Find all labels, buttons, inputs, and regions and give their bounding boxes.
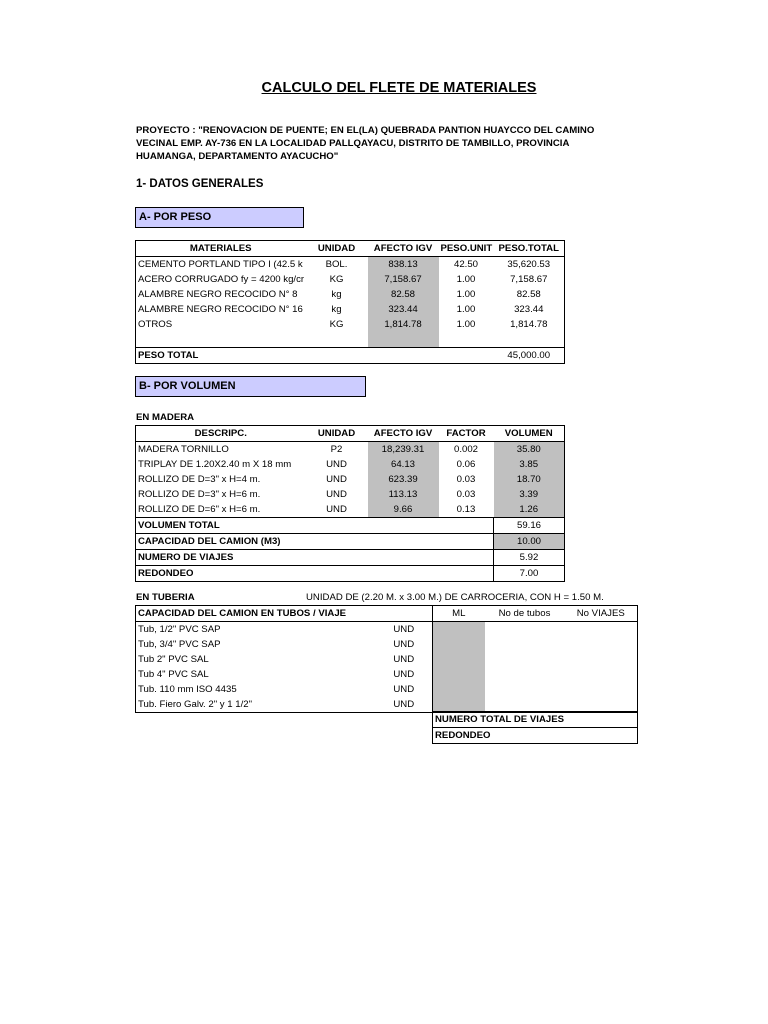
table-row bbox=[136, 667, 638, 682]
table-row bbox=[136, 637, 638, 652]
cell: 0.03 bbox=[456, 489, 476, 500]
cell: UND bbox=[393, 624, 415, 635]
table-row bbox=[136, 682, 638, 697]
col-header: VOLUMEN bbox=[494, 426, 565, 442]
cell: kg bbox=[331, 304, 342, 315]
total-value: 45,000.00 bbox=[507, 350, 551, 361]
col-header: AFECTO IGV bbox=[368, 426, 439, 442]
cell: 82.58 bbox=[368, 287, 439, 302]
cell: ALAMBRE NEGRO RECOCIDO N° 16 bbox=[138, 304, 303, 315]
cell: 82.58 bbox=[516, 289, 541, 300]
cell: 0.13 bbox=[439, 502, 494, 518]
cell: Tub, 1/2" PVC SAP bbox=[138, 624, 221, 635]
cell: BOL. bbox=[325, 259, 348, 270]
cell: 42.50 bbox=[453, 259, 478, 270]
cell: 1.00 bbox=[456, 289, 476, 300]
table-row bbox=[136, 442, 565, 458]
col-header: MATERIALES bbox=[136, 241, 306, 257]
peso-table bbox=[135, 240, 565, 364]
summary-row bbox=[136, 518, 565, 534]
table-row bbox=[136, 317, 565, 332]
col-header: DESCRIPC. bbox=[136, 426, 306, 442]
total-label: PESO TOTAL bbox=[138, 350, 199, 361]
table-row-spacer bbox=[136, 332, 565, 348]
section-heading-datos: 1- DATOS GENERALES bbox=[136, 178, 264, 190]
table-header-row bbox=[136, 241, 565, 257]
page-title: CALCULO DEL FLETE DE MATERIALES bbox=[261, 80, 537, 96]
section-label-volumen: B- POR VOLUMEN bbox=[135, 376, 366, 397]
table-row bbox=[136, 272, 565, 287]
col-header: AFECTO IGV bbox=[368, 241, 439, 257]
cell: 0.002 bbox=[453, 444, 478, 455]
cell: 113.13 bbox=[368, 487, 439, 502]
summary-value: 59.16 bbox=[494, 518, 565, 534]
cell: ROLLIZO DE D=3" x H=4 m. bbox=[138, 474, 261, 485]
summary-row bbox=[136, 534, 565, 550]
summary-value: 5.92 bbox=[494, 550, 565, 566]
cell: 64.13 bbox=[368, 457, 439, 472]
summary-row bbox=[433, 728, 638, 744]
cell: P2 bbox=[330, 444, 343, 455]
cell: ROLLIZO DE D=3" x H=6 m. bbox=[138, 489, 261, 500]
cell: MADERA TORNILLO bbox=[138, 444, 229, 455]
cell: 1,814.78 bbox=[368, 317, 439, 332]
summary-label: NUMERO TOTAL DE VIAJES bbox=[433, 712, 565, 728]
cell: 0.06 bbox=[456, 459, 476, 470]
table-row bbox=[136, 487, 565, 502]
cell: Tub. 110 mm ISO 4435 bbox=[138, 684, 237, 695]
table-row bbox=[136, 472, 565, 487]
cell: 3.85 bbox=[494, 457, 565, 472]
cell: UND bbox=[326, 489, 347, 500]
sub-heading-tuberia: EN TUBERIA bbox=[136, 592, 195, 603]
cell: 7,158.67 bbox=[368, 272, 439, 287]
col-header: CAPACIDAD DEL CAMION EN TUBOS / VIAJE bbox=[136, 606, 433, 622]
cell: 1.00 bbox=[456, 274, 476, 285]
col-header: UNIDAD bbox=[306, 241, 368, 257]
table-row bbox=[136, 302, 565, 317]
table-row bbox=[136, 457, 565, 472]
cell: CEMENTO PORTLAND TIPO I (42.5 k bbox=[138, 259, 303, 270]
summary-value: 7.00 bbox=[494, 566, 565, 582]
col-header: FACTOR bbox=[439, 426, 494, 442]
col-header: No VIAJES bbox=[565, 606, 638, 622]
cell: ACERO CORRUGADO fy = 4200 kg/cr bbox=[138, 274, 305, 285]
cell: UND bbox=[326, 459, 347, 470]
cell: UND bbox=[393, 684, 415, 695]
summary-label: REDONDEO bbox=[138, 568, 194, 579]
tuberia-note: UNIDAD DE (2.20 M. x 3.00 M.) DE CARROCERIA, CON H = 1.50 M. bbox=[306, 592, 604, 603]
project-description: PROYECTO : "RENOVACION DE PUENTE; EN EL(LA) QUEBRADA PANTION HUAYCCO DEL CAMINO VECINAL EMP. AY-736 EN LA LOCALIDAD PALLQAYACU, DISTRITO DE TAMBILLO, PROVINCIA HUAMANGA, DEPARTAMENTO AYACUCHO" bbox=[136, 125, 595, 162]
summary-label: REDONDEO bbox=[435, 730, 491, 741]
cell: 1.00 bbox=[456, 304, 476, 315]
cell: Tub 4" PVC SAL bbox=[138, 669, 209, 680]
table-header-row bbox=[136, 426, 565, 442]
cell: 1,814.78 bbox=[510, 319, 548, 330]
table-header-row bbox=[136, 606, 638, 622]
cell: 3.39 bbox=[494, 487, 565, 502]
table-row bbox=[136, 652, 638, 667]
cell: 9.66 bbox=[368, 502, 439, 518]
summary-label: VOLUMEN TOTAL bbox=[136, 518, 494, 534]
cell: 35,620.53 bbox=[507, 259, 551, 270]
cell: 18,239.31 bbox=[368, 442, 439, 458]
col-header: UNIDAD bbox=[306, 426, 368, 442]
col-header: ML bbox=[433, 606, 485, 622]
summary-row bbox=[136, 566, 565, 582]
cell: UND bbox=[306, 502, 368, 518]
total-row bbox=[136, 348, 565, 364]
summary-row bbox=[433, 712, 638, 728]
tuberia-totals-table bbox=[432, 711, 638, 744]
table-row bbox=[136, 622, 638, 638]
section-label-peso: A- POR PESO bbox=[135, 207, 304, 228]
cell: 623.39 bbox=[368, 472, 439, 487]
cell: 1.00 bbox=[456, 319, 476, 330]
cell: KG bbox=[329, 319, 344, 330]
cell: UND bbox=[393, 654, 415, 665]
cell: 838.13 bbox=[368, 257, 439, 273]
col-header: No de tubos bbox=[485, 606, 565, 622]
cell: Tub 2" PVC SAL bbox=[138, 654, 209, 665]
cell: ALAMBRE NEGRO RECOCIDO N° 8 bbox=[138, 289, 298, 300]
cell: Tub. Fiero Galv. 2" y 1 1/2" bbox=[138, 699, 252, 710]
cell: 1.26 bbox=[494, 502, 565, 518]
table-row bbox=[136, 502, 565, 518]
summary-label: NUMERO DE VIAJES bbox=[136, 550, 494, 566]
cell: 323.44 bbox=[368, 302, 439, 317]
cell: TRIPLAY DE 1.20X2.40 m X 18 mm bbox=[138, 459, 292, 470]
tuberia-table bbox=[135, 605, 638, 713]
table-row bbox=[136, 287, 565, 302]
col-header: PESO.UNIT bbox=[439, 241, 494, 257]
sub-heading-madera: EN MADERA bbox=[136, 412, 195, 423]
volumen-table bbox=[135, 425, 565, 582]
cell: kg bbox=[331, 289, 342, 300]
col-header: PESO.TOTAL bbox=[494, 241, 565, 257]
cell: UND bbox=[393, 639, 415, 650]
cell: 7,158.67 bbox=[510, 274, 548, 285]
cell: 0.03 bbox=[456, 474, 476, 485]
cell: 18.70 bbox=[494, 472, 565, 487]
summary-value: 10.00 bbox=[494, 534, 565, 550]
cell: 323.44 bbox=[514, 304, 544, 315]
cell: UND bbox=[393, 699, 415, 710]
cell: OTROS bbox=[138, 319, 173, 330]
cell: 35.80 bbox=[494, 442, 565, 458]
cell: Tub, 3/4" PVC SAP bbox=[138, 639, 221, 650]
cell: KG bbox=[329, 274, 344, 285]
table-row bbox=[136, 257, 565, 273]
summary-label: CAPACIDAD DEL CAMION (M3) bbox=[136, 534, 494, 550]
cell: ROLLIZO DE D=6" x H=6 m. bbox=[136, 502, 306, 518]
summary-row bbox=[136, 550, 565, 566]
cell: UND bbox=[393, 669, 415, 680]
cell: UND bbox=[326, 474, 347, 485]
